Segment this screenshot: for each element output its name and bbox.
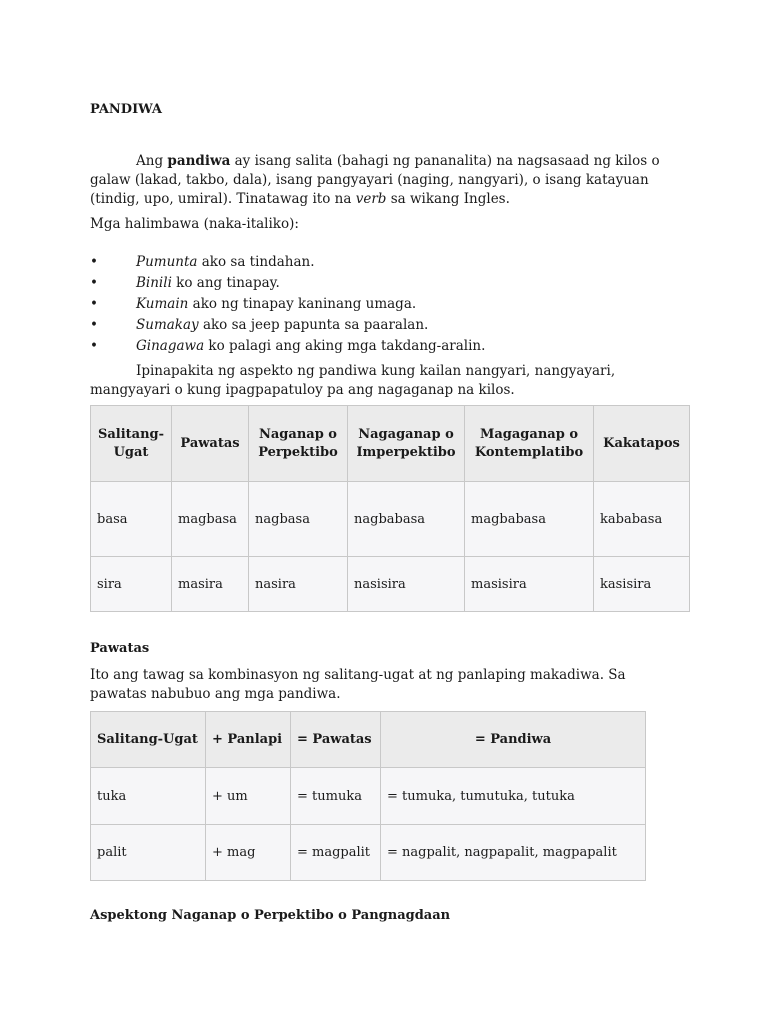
example-verb: Sumakay <box>136 317 199 333</box>
bullet-icon: • <box>90 254 98 270</box>
table-cell: + mag <box>206 825 291 881</box>
table-row <box>91 557 690 612</box>
table-cell: = tumuka, tumutuka, tutuka <box>381 768 646 825</box>
example-verb: Kumain <box>136 296 189 312</box>
table-cell: nagbasa <box>249 482 348 557</box>
list-item <box>90 294 680 315</box>
example-verb: Pumunta <box>136 254 198 270</box>
table-cell: sira <box>91 557 172 612</box>
table-cell: = magpalit <box>291 825 381 881</box>
bullet-icon: • <box>90 296 98 312</box>
table-header-cell: Magaganap o Kontemplatibo <box>465 406 594 482</box>
table-cell: = tumuka <box>291 768 381 825</box>
table-cell: magbabasa <box>465 482 594 557</box>
example-rest: ako sa tindahan. <box>197 254 315 270</box>
table-header-row <box>91 406 690 482</box>
table-row <box>91 768 646 825</box>
table-cell: nagbabasa <box>348 482 465 557</box>
table-header-cell: + Panlapi <box>206 712 291 768</box>
example-rest: ko palagi ang aking mga takdang-aralin. <box>204 338 486 354</box>
examples-list <box>90 252 680 357</box>
list-item <box>90 252 680 273</box>
example-rest: ko ang tinapay. <box>171 275 280 291</box>
table-header-cell: Salitang-Ugat <box>91 406 172 482</box>
table-header-cell: = Pawatas <box>291 712 381 768</box>
table-cell: nasisira <box>348 557 465 612</box>
list-item <box>90 273 680 294</box>
example-rest: ako ng tinapay kaninang umaga. <box>188 296 417 312</box>
table-row <box>91 825 646 881</box>
example-verb: Ginagawa <box>136 338 205 354</box>
table-header-cell: Naganap o Perpektibo <box>249 406 348 482</box>
table-header-row <box>91 712 646 768</box>
table-header-cell: Salitang-Ugat <box>91 712 206 768</box>
pawatas-paragraph: Ito ang tawag sa kombinasyon ng salitang-ugat at ng panlaping makadiwa. Sa pawatas nabubuo ang mga pandiwa. <box>90 667 626 702</box>
intro-rest-2: sa wikang Ingles. <box>386 191 510 207</box>
pawatas-heading: Pawatas <box>90 641 150 656</box>
intro-italic-term: verb <box>355 191 387 207</box>
table-cell: kababasa <box>594 482 690 557</box>
table-cell: nasira <box>249 557 348 612</box>
aspect-table <box>90 405 690 612</box>
list-item <box>90 315 680 336</box>
table-cell: kasisira <box>594 557 690 612</box>
table-cell: basa <box>91 482 172 557</box>
table-header-cell: = Pandiwa <box>381 712 646 768</box>
table-cell: palit <box>91 825 206 881</box>
table-cell: = nagpalit, nagpapalit, magpapalit <box>381 825 646 881</box>
aspekto-heading: Aspektong Naganap o Perpektibo o Pangnagdaan <box>90 908 451 923</box>
bullet-icon: • <box>90 275 98 291</box>
table-cell: magbasa <box>172 482 249 557</box>
pawatas-table <box>90 711 646 881</box>
bullet-icon: • <box>90 338 98 354</box>
table-cell: masira <box>172 557 249 612</box>
example-verb: Binili <box>136 275 172 291</box>
aspect-intro-paragraph: Ipinapakita ng aspekto ng pandiwa kung kailan nangyari, nangyayari, mangyayari o kung ipagpapatuloy pa ang nagaganap na kilos. <box>90 363 616 398</box>
intro-paragraph <box>90 152 680 209</box>
table-row <box>91 482 690 557</box>
table-cell: tuka <box>91 768 206 825</box>
page-title: PANDIWA <box>90 102 163 117</box>
table-header-cell: Nagaganap o Imperpektibo <box>348 406 465 482</box>
intro-lead: Ang <box>136 153 168 169</box>
table-cell: + um <box>206 768 291 825</box>
example-rest: ako sa jeep papunta sa paaralan. <box>198 317 429 333</box>
intro-bold-term: pandiwa <box>167 153 231 169</box>
table-header-cell: Pawatas <box>172 406 249 482</box>
intro-rest-1: ay isang salita (bahagi ng pananalita) na nagsasaad ng kilos o galaw (lakad, takbo, dala), isang pangyayari (naging, nangyari), o isang katayuan (tindig, upo, umiral). Tinatawag ito na <box>90 153 660 207</box>
bullet-icon: • <box>90 317 98 333</box>
list-item <box>90 336 680 357</box>
examples-label: Mga halimbawa (naka-italiko): <box>90 216 299 232</box>
table-header-cell: Kakatapos <box>594 406 690 482</box>
table-cell: masisira <box>465 557 594 612</box>
